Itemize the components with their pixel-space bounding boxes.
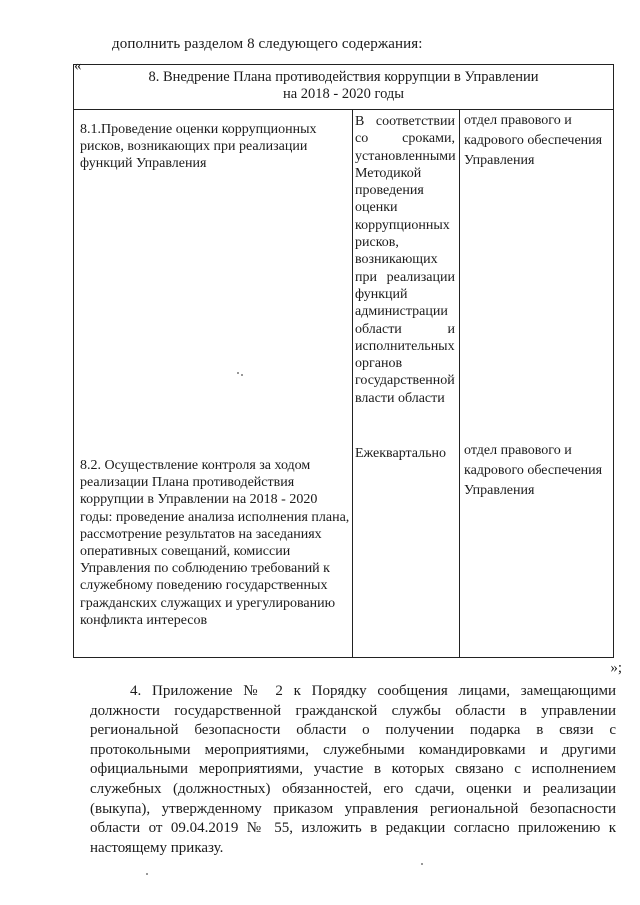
intro-text: дополнить разделом 8 следующего содержания: [112,36,423,52]
row-8-1-responsible: отдел правового и кадрового обеспечения Управления [464,113,603,168]
column-divider-2 [459,109,460,657]
section-title-line-2: на 2018 - 2020 годы [282,86,405,102]
scan-speck [241,374,243,376]
scan-speck [146,873,148,875]
scan-speck [237,372,239,374]
row-8-2-responsible: отдел правового и кадрового обеспечения Управления [464,443,603,498]
closing-quote: »; [610,660,622,676]
row-8-2-measure: 8.2. Осуществление контроля за ходом реализации Плана противодействия коррупции в Управлении на 2018 - 2020 годы: проведение анализа исполнения плана, рассмотрение результатов на заседаниях оперативных совещаний, комиссии Управления по соблюдению требований к служебному поведению государственных гражданских служащих и урегулированию конфликта интересов [80,458,350,628]
table-header-divider [74,109,613,110]
scan-speck [421,863,423,865]
row-8-1-deadline: В соответствии со сроками, установленными Методикой проведения оценки коррупционных рисков, возникающих при реализации функций администрации области и исполнительных органов государственной власти области [355,114,456,406]
row-8-2-deadline: Ежеквартально [355,446,446,461]
row-8-1-measure: 8.1.Проведение оценки коррупционных рисков, возникающих при реализации функций Управления [80,122,317,172]
table-section-title [74,69,613,103]
paragraph-4: 4. Приложение № 2 к Порядку сообщения лицами, замещающими должности государственной гражданской службы области в управлении региональной безопасности области о получении подарка в связи с протокольными мероприятиями, служебными командировками и другими официальными мероприятиями, участие в которых связано с исполнением служебных (должностных) обязанностей, его сдачи, оценки и реализации (выкупа), утвержденному приказом управления региональной безопасности области от 09.04.2019 № 55, изложить в редакции согласно приложению к настоящему приказу. [90,683,616,856]
opening-quote: « [74,58,82,74]
column-divider-1 [352,109,353,657]
anti-corruption-plan-table [73,64,614,658]
section-title-line-1: 8. Внедрение Плана противодействия коррупции в Управлении [148,69,539,85]
